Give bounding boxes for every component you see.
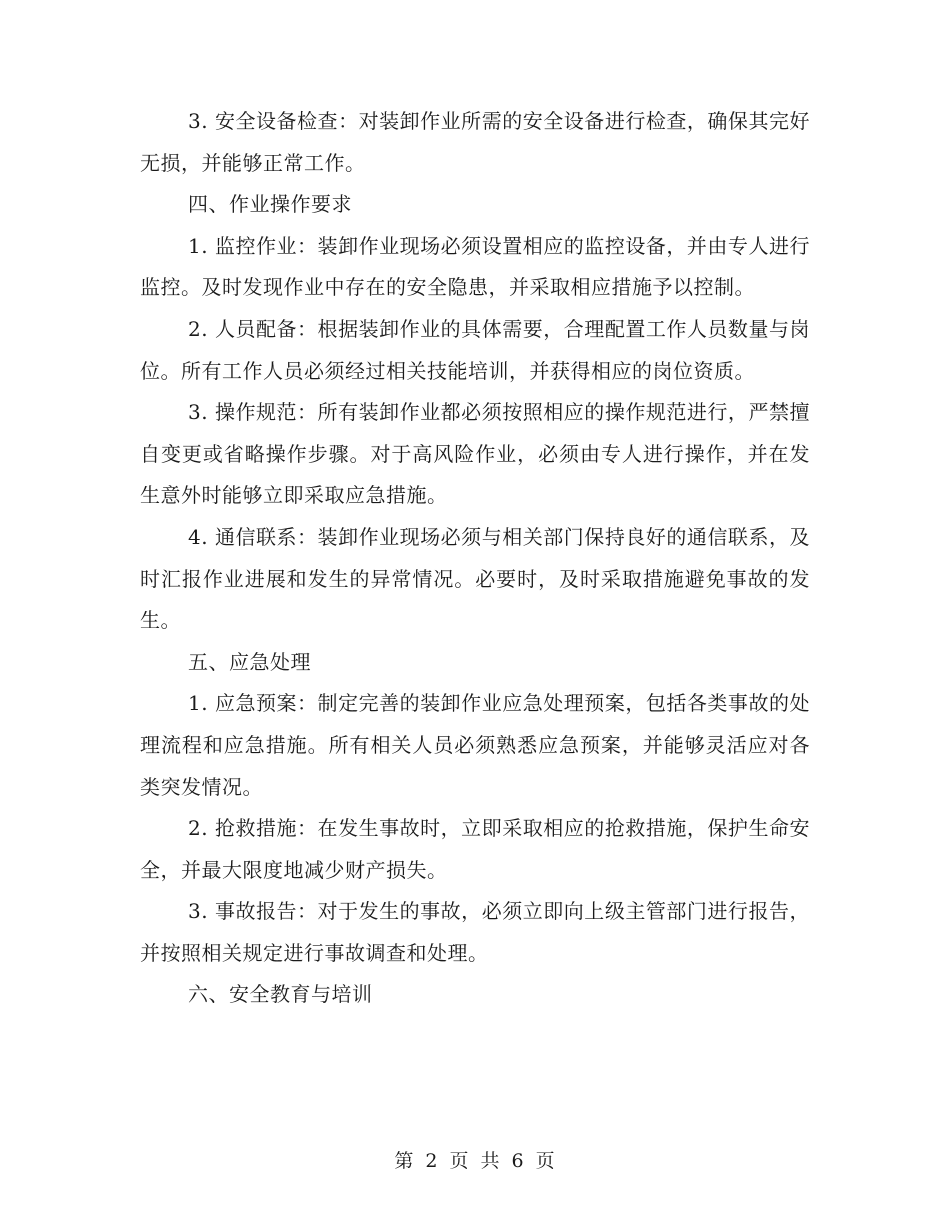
item-rescue-measures: 2. 抢救措施：在发生事故时，立即采取相应的抢救措施，保护生命安全，并最大限度地减少财产损失。 [140, 816, 810, 882]
section-5-heading: 五、应急处理 [188, 649, 311, 674]
item-accident-report: 3. 事故报告：对于发生的事故，必须立即向上级主管部门进行报告，并按照相关规定进行事故调查和处理。 [140, 899, 810, 965]
item-operation-standards: 3. 操作规范：所有装卸作业都必须按照相应的操作规范进行，严禁擅自变更或省略操作步骤。对于高风险作业，必须由专人进行操作，并在发生意外时能够立即采取应急措施。 [140, 400, 810, 508]
item-emergency-plan: 1. 应急预案：制定完善的装卸作业应急处理预案，包括各类事故的处理流程和应急措施。所有相关人员必须熟悉应急预案，并能够灵活应对各类突发情况。 [140, 691, 810, 799]
section-4-heading: 四、作业操作要求 [188, 192, 352, 217]
page-number-footer: 第 2 页 共 6 页 [394, 1150, 556, 1172]
item-safety-equipment-check: 3. 安全设备检查：对装卸作业所需的安全设备进行检查，确保其完好无损，并能够正常工作。 [140, 109, 810, 175]
item-monitoring: 1. 监控作业：装卸作业现场必须设置相应的监控设备，并由专人进行监控。及时发现作业中存在的安全隐患，并采取相应措施予以控制。 [140, 233, 810, 300]
item-staffing: 2. 人员配备：根据装卸作业的具体需要，合理配置工作人员数量与岗位。所有工作人员必须经过相关技能培训，并获得相应的岗位资质。 [140, 316, 810, 383]
section-6-heading: 六、安全教育与培训 [188, 982, 373, 1007]
item-communication: 4. 通信联系：装卸作业现场必须与相关部门保持良好的通信联系，及时汇报作业进展和发生的异常情况。必要时，及时采取措施避免事故的发生。 [140, 524, 810, 633]
document-body [140, 101, 810, 1016]
